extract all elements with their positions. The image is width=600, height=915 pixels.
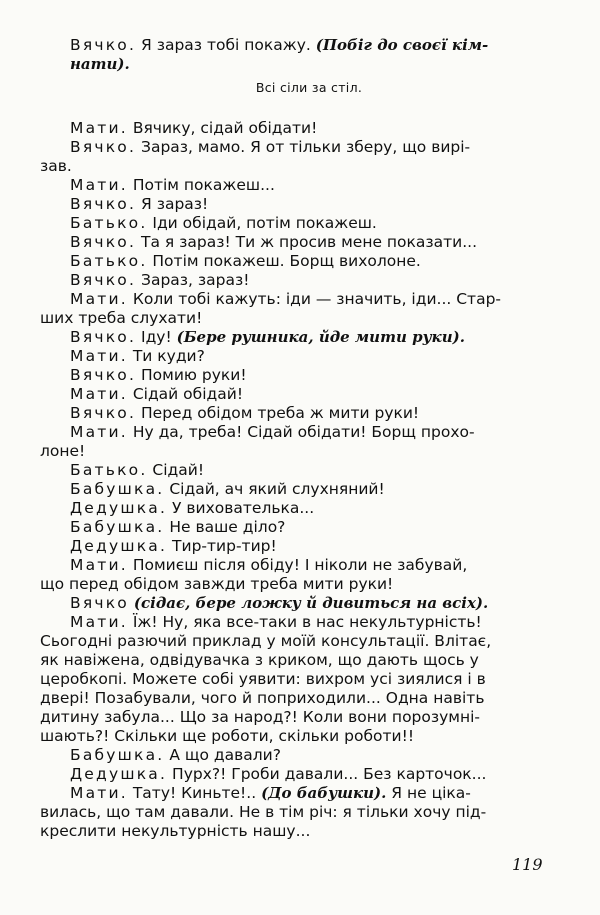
dialogue-line <box>70 347 548 366</box>
line-text: Вячику, сідай обідати! <box>127 119 318 137</box>
speaker-name: Вячко. <box>70 233 137 251</box>
stage-direction: Всі сіли за стіл. <box>255 80 363 95</box>
dialogue-line <box>40 803 548 822</box>
dialogue-line <box>70 765 548 784</box>
dialogue-line <box>70 176 548 195</box>
stage-direction-inline: (Бере рушника, йде мити руки). <box>176 328 465 346</box>
speaker-name: Дедушка. <box>70 537 168 555</box>
dialogue-line <box>70 404 548 423</box>
dialogue-line <box>40 651 548 670</box>
line-text: зав. <box>40 157 72 175</box>
speaker-name: Вячко. <box>70 138 137 156</box>
dialogue-line <box>70 784 548 803</box>
line-text: Потім покажеш... <box>127 176 275 194</box>
speaker-name: Мати. <box>70 784 128 802</box>
line-text: двері! Позабували, чого й поприходили... Одна навіть <box>40 689 485 707</box>
dialogue-line <box>40 822 548 841</box>
line-text: як навіжена, одвідувачка з криком, що дають щось у <box>40 651 479 669</box>
line-text: Помию руки! <box>136 366 247 384</box>
speaker-name: Вячко. <box>70 36 137 54</box>
page-body <box>40 36 548 841</box>
dialogue-line <box>70 214 548 233</box>
dialogue-line <box>70 195 548 214</box>
dialogue-line <box>70 423 548 442</box>
line-text: Пурх?! Гроби давали... Без карточок... <box>167 765 487 783</box>
dialogue-line <box>70 385 548 404</box>
dialogue-line <box>70 138 548 157</box>
line-text: вилась, що там давали. Не в тім річ: я тільки хочу під- <box>40 803 487 821</box>
line-text: Тату! Киньте!.. <box>127 784 262 802</box>
speaker-name: Мати. <box>70 385 128 403</box>
speaker-name: Мати. <box>70 613 128 631</box>
dialogue-line <box>70 55 548 74</box>
speaker-name: Бабушка. <box>70 518 165 536</box>
line-text: Їж! Ну, яка все-таки в нас некультурність! <box>127 613 482 631</box>
line-text: Перед обідом треба ж мити руки! <box>136 404 420 422</box>
dialogue-line <box>70 36 548 55</box>
line-text: Та я зараз! Ти ж просив мене показати... <box>136 233 478 251</box>
dialogue-line <box>70 518 548 537</box>
dialogue-line <box>70 119 548 138</box>
line-text: Я зараз тобі покажу. <box>136 36 316 54</box>
line-text: Зараз, зараз! <box>136 271 250 289</box>
speaker-name: Вячко. <box>70 404 137 422</box>
stage-direction-inline: нати). <box>70 55 130 73</box>
line-text: що перед обідом завжди треба мити руки! <box>40 575 394 593</box>
speaker-name: Батько. <box>70 461 148 479</box>
line-text: Коли тобі кажуть: іди — значить, іди... Стар- <box>127 290 502 308</box>
speaker-name: Вячко <box>70 594 129 612</box>
speaker-name: Вячко. <box>70 366 137 384</box>
dialogue-line <box>70 271 548 290</box>
dialogue-line <box>70 290 548 309</box>
stage-direction-inline: (сідає, бере ложку й дивиться на всіх). <box>133 594 489 612</box>
speaker-name: Мати. <box>70 423 128 441</box>
line-text: дитину забула... Що за народ?! Коли вони порозумні- <box>40 708 481 726</box>
dialogue-line <box>70 594 548 613</box>
speaker-name: Мати. <box>70 290 128 308</box>
dialogue-line <box>40 575 548 594</box>
dialogue-line <box>70 461 548 480</box>
line-text: А що давали? <box>164 746 281 764</box>
line-text: Помиєш після обіду! І ніколи не забувай, <box>127 556 468 574</box>
dialogue-line <box>70 613 548 632</box>
line-text: Сідай! <box>147 461 205 479</box>
dialogue-line <box>40 157 548 176</box>
line-text: Сідай, ач який слухняний! <box>164 480 385 498</box>
speaker-name: Бабушка. <box>70 746 165 764</box>
dialogue-line <box>70 328 548 347</box>
dialogue-line <box>40 689 548 708</box>
line-text: лоне! <box>40 442 86 460</box>
dialogue-line <box>40 442 548 461</box>
page-number: 119 <box>512 855 543 874</box>
speaker-name: Мати. <box>70 347 128 365</box>
dialogue-line <box>70 233 548 252</box>
speaker-name: Батько. <box>70 252 148 270</box>
dialogue-line <box>70 499 548 518</box>
stage-direction-inline: (До бабушки). <box>261 784 387 802</box>
line-text: Сідай обідай! <box>127 385 244 403</box>
stage-direction-inline: (Побіг до своєї кім- <box>315 36 489 54</box>
speaker-name: Вячко. <box>70 328 137 346</box>
line-text: шають?! Скільки ще роботи, скільки роботи!! <box>40 727 415 745</box>
line-text: Тир-тир-тир! <box>167 537 277 555</box>
speaker-name: Мати. <box>70 556 128 574</box>
dialogue-line <box>40 727 548 746</box>
line-text: Ти куди? <box>127 347 205 365</box>
speaker-name: Мати. <box>70 176 128 194</box>
line-text: Я не ціка- <box>386 784 471 802</box>
line-text: Ну да, треба! Сідай обідати! Борщ прохо- <box>127 423 475 441</box>
dialogue-line <box>70 252 548 271</box>
dialogue-line <box>70 556 548 575</box>
speaker-name: Вячко. <box>70 195 137 213</box>
speaker-name: Мати. <box>70 119 128 137</box>
line-text: ших треба слухати! <box>40 309 203 327</box>
line-text: Зараз, мамо. Я от тільки зберу, що вирі- <box>136 138 471 156</box>
dialogue-line <box>70 480 548 499</box>
dialogue-line <box>40 632 548 651</box>
speaker-name: Вячко. <box>70 271 137 289</box>
line-text: церобкопі. Можете собі уявити: вихром усі зиялися і в <box>40 670 486 688</box>
speaker-name: Бабушка. <box>70 480 165 498</box>
line-text: У вихователька... <box>167 499 315 517</box>
line-text: Я зараз! <box>136 195 209 213</box>
speaker-name: Дедушка. <box>70 499 168 517</box>
line-text: Іди обідай, потім покажеш. <box>147 214 377 232</box>
line-text: креслити некультурність нашу... <box>40 822 311 840</box>
dialogue-line <box>70 366 548 385</box>
dialogue-line <box>40 670 548 689</box>
dialogue-line <box>40 708 548 727</box>
line-text: Іду! <box>136 328 177 346</box>
line-text: Потім покажеш. Борщ вихолоне. <box>147 252 421 270</box>
dialogue-line <box>40 309 548 328</box>
line-text: Не ваше діло? <box>164 518 286 536</box>
dialogue-line <box>70 537 548 556</box>
speaker-name: Батько. <box>70 214 148 232</box>
line-text: Сьогодні разючий приклад у моїй консультації. Влітає, <box>40 632 492 650</box>
speaker-name: Дедушка. <box>70 765 168 783</box>
dialogue-line <box>70 746 548 765</box>
